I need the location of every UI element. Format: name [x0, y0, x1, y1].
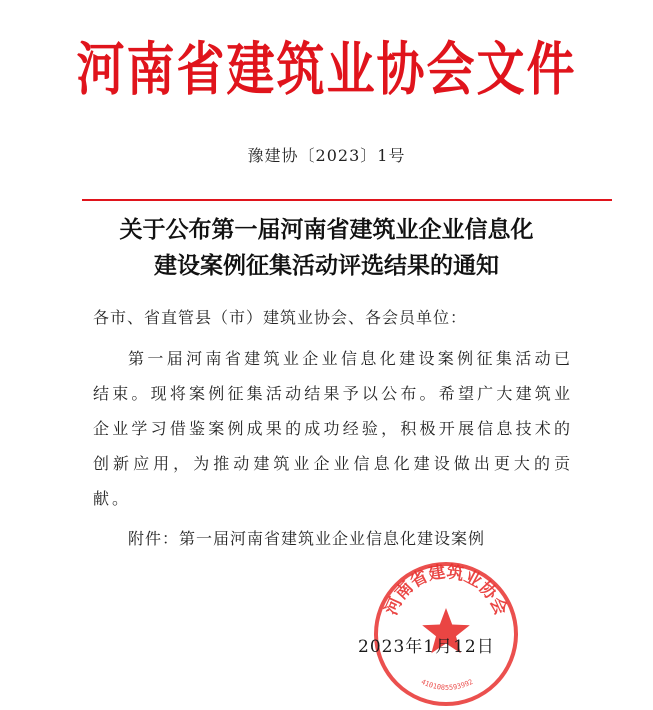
document-number: 豫建协〔2023〕1号 [247, 146, 406, 165]
notice-title-line-1: 关于公布第一届河南省建筑业企业信息化 [119, 217, 534, 243]
attachment-line: 附件：第一届河南省建筑业企业信息化建设案例 [128, 529, 486, 548]
red-divider [82, 199, 612, 201]
seal-text: 河南省建筑业协会 [381, 562, 511, 619]
body-paragraph: 第一届河南省建筑业企业信息化建设案例征集活动已结束。现将案例征集活动结果予以公布。希望广大建筑业企业学习借鉴案例成果的成功经验，积极开展信息技术的创新应用，为推动建筑业企业信息化建设做出更大的贡献。 [93, 349, 573, 508]
document-date: 2023年1月12日 [358, 637, 495, 657]
letterhead-title: 河南省建筑业协会文件 [76, 36, 577, 104]
salutation: 各市、省直管县（市）建筑业协会、各会员单位： [93, 308, 468, 327]
notice-title-line-2: 建设案例征集活动评选结果的通知 [154, 253, 499, 279]
seal-code: 4101085593992 [419, 677, 475, 692]
